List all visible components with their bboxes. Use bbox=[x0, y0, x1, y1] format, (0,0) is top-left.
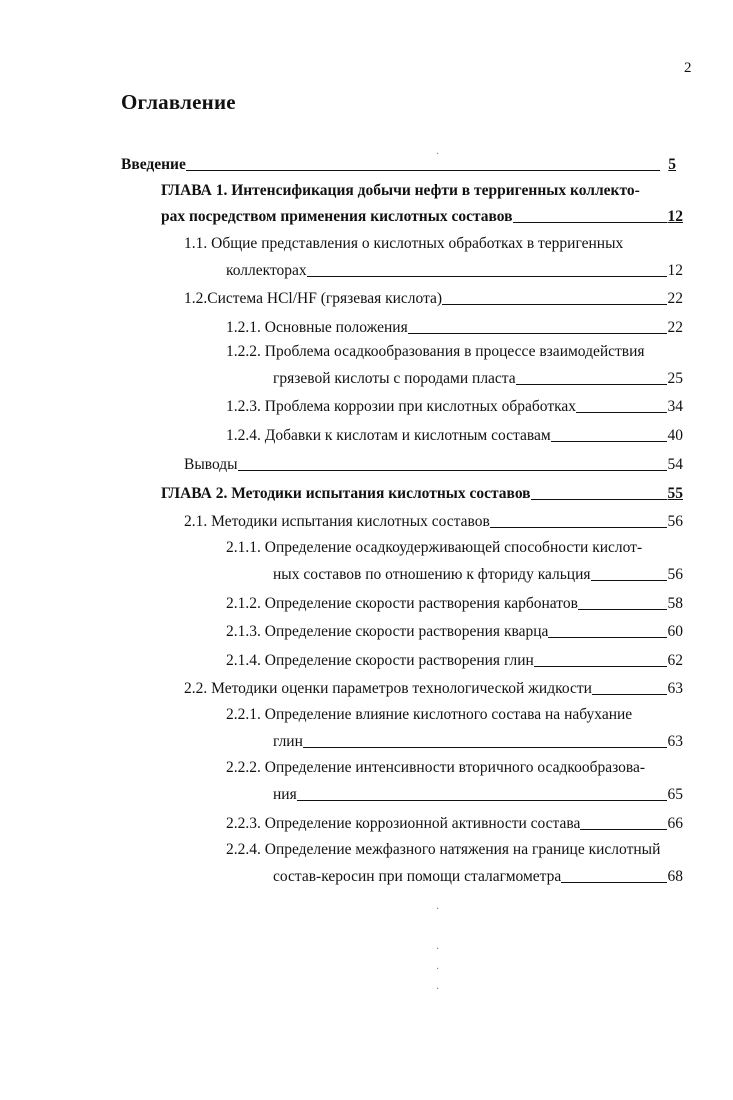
toc-label: 2.2. Методики оценки параметров технологической жидкости bbox=[184, 680, 592, 697]
toc-entry-intro[interactable] bbox=[121, 150, 676, 174]
toc-entry-2-2[interactable] bbox=[184, 674, 683, 698]
toc-entry-2-2-3[interactable] bbox=[226, 809, 683, 833]
toc-page: 25 bbox=[667, 370, 683, 387]
toc-page: 56 bbox=[667, 513, 683, 530]
toc-entry-1-2-2[interactable] bbox=[273, 364, 683, 388]
toc-entry-1-1[interactable] bbox=[226, 256, 683, 280]
toc-label: глин bbox=[273, 733, 303, 750]
toc-entry-1-2-4[interactable] bbox=[226, 421, 683, 445]
toc-entry-ch2[interactable] bbox=[161, 479, 683, 503]
toc-label: коллекторах bbox=[226, 262, 307, 279]
toc-entry-2-1[interactable] bbox=[184, 507, 683, 531]
toc-entry-2-2-1[interactable] bbox=[273, 727, 683, 751]
leader-line bbox=[548, 636, 667, 638]
scan-mark: · bbox=[436, 904, 440, 915]
toc-label: 2.2.3. Определение коррозионной активности состава bbox=[226, 815, 581, 832]
toc-label: ГЛАВА 2. Методики испытания кислотных составов bbox=[161, 485, 531, 502]
leader-line bbox=[408, 332, 667, 334]
toc-label: ния bbox=[273, 786, 297, 803]
toc-entry-1-2-1[interactable] bbox=[226, 313, 683, 337]
toc-entry-2-1-1[interactable] bbox=[273, 560, 683, 584]
toc-page: 66 bbox=[667, 815, 683, 832]
toc-page: 68 bbox=[667, 868, 683, 885]
page-title: Оглавление bbox=[121, 90, 236, 114]
scan-mark: · bbox=[436, 944, 440, 955]
toc-label: 1.2.Система HCl/HF (грязевая кислота) bbox=[184, 290, 443, 307]
leader-line bbox=[531, 498, 667, 500]
toc-entry-1-1-line1[interactable]: 1.1. Общие представления о кислотных обработках в терригенных bbox=[184, 235, 624, 252]
leader-line bbox=[307, 275, 667, 277]
toc-page: 5 bbox=[668, 156, 676, 173]
toc-label: 1.2.1. Основные положения bbox=[226, 319, 408, 336]
toc-entry-2-2-4[interactable] bbox=[273, 862, 683, 886]
toc-page: 65 bbox=[667, 786, 683, 803]
toc-entry-1-2-2-line1[interactable]: 1.2.2. Проблема осадкообразования в процессе взаимодействия bbox=[226, 343, 645, 360]
leader-line bbox=[303, 746, 667, 748]
toc-page: 55 bbox=[667, 485, 683, 502]
toc-page: 40 bbox=[667, 427, 683, 444]
toc-label: грязевой кислоты с породами пласта bbox=[273, 370, 516, 387]
toc-page: 34 bbox=[667, 398, 683, 415]
leader-line bbox=[578, 608, 667, 610]
leader-line bbox=[561, 881, 667, 883]
leader-line bbox=[580, 828, 667, 830]
toc-page: 62 bbox=[667, 652, 683, 669]
leader-line bbox=[490, 526, 667, 528]
scan-mark: · bbox=[436, 964, 440, 975]
leader-line bbox=[442, 303, 667, 305]
toc-label: Введение bbox=[121, 156, 186, 173]
leader-line bbox=[513, 221, 667, 223]
toc-entry-2-1-2[interactable] bbox=[226, 589, 683, 613]
toc-entry-1-2[interactable] bbox=[184, 284, 683, 308]
leader-line bbox=[576, 411, 667, 413]
toc-label: 2.1.3. Определение скорости растворения кварца bbox=[226, 623, 549, 640]
toc-label: 2.1.4. Определение скорости растворения глин bbox=[226, 652, 534, 669]
toc-label: ных составов по отношению к фториду кальция bbox=[273, 566, 591, 583]
toc-entry-2-2-4-line1[interactable]: 2.2.4. Определение межфазного натяжения на границе кислотный bbox=[226, 841, 661, 858]
toc-page: 63 bbox=[667, 680, 683, 697]
toc-page: 22 bbox=[667, 319, 683, 336]
leader-line bbox=[551, 440, 667, 442]
leader-line bbox=[297, 799, 667, 801]
toc-label: 2.1.2. Определение скорости растворения карбонатов bbox=[226, 595, 578, 612]
toc-page: 22 bbox=[667, 290, 683, 307]
leader-line bbox=[592, 693, 667, 695]
leader-line bbox=[238, 469, 667, 471]
toc-page: 56 bbox=[667, 566, 683, 583]
toc-page: 60 bbox=[667, 623, 683, 640]
toc-label: рах посредством применения кислотных составов bbox=[161, 208, 513, 225]
toc-page: 58 bbox=[667, 595, 683, 612]
toc-page: 63 bbox=[667, 733, 683, 750]
toc-entry-conclusions[interactable] bbox=[184, 450, 683, 474]
toc-page: 12 bbox=[667, 208, 683, 225]
toc-entry-2-2-1-line1[interactable]: 2.2.1. Определение влияние кислотного состава на набухание bbox=[226, 706, 633, 723]
scan-mark: · bbox=[436, 984, 440, 995]
toc-entry-ch1[interactable] bbox=[161, 202, 683, 226]
leader-line bbox=[534, 665, 667, 667]
toc-label: Выводы bbox=[184, 456, 238, 473]
leader-line bbox=[186, 169, 660, 171]
scan-mark: · bbox=[436, 149, 440, 160]
toc-label: 1.2.3. Проблема коррозии при кислотных обработках bbox=[226, 398, 577, 415]
toc-entry-1-2-3[interactable] bbox=[226, 392, 683, 416]
leader-line bbox=[591, 579, 667, 581]
toc-page: 54 bbox=[667, 456, 683, 473]
toc-entry-2-1-1-line1[interactable]: 2.1.1. Определение осадкоудерживающей способности кислот- bbox=[226, 539, 643, 556]
toc-entry-2-2-2-line1[interactable]: 2.2.2. Определение интенсивности вторичного осадкообразова- bbox=[226, 759, 646, 776]
toc-entry-2-1-4[interactable] bbox=[226, 646, 683, 670]
toc-label: 1.2.4. Добавки к кислотам и кислотным составам bbox=[226, 427, 551, 444]
toc-entry-2-2-2[interactable] bbox=[273, 780, 683, 804]
page-number: 2 bbox=[684, 60, 692, 76]
toc-entry-ch1-line1[interactable]: ГЛАВА 1. Интенсификация добычи нефти в терригенных коллекто- bbox=[161, 182, 640, 199]
toc-label: 2.1. Методики испытания кислотных составов bbox=[184, 513, 490, 530]
toc-entry-2-1-3[interactable] bbox=[226, 617, 683, 641]
leader-line bbox=[516, 383, 667, 385]
toc-page: 12 bbox=[667, 262, 683, 279]
toc-label: состав-керосин при помощи сталагмометра bbox=[273, 868, 562, 885]
